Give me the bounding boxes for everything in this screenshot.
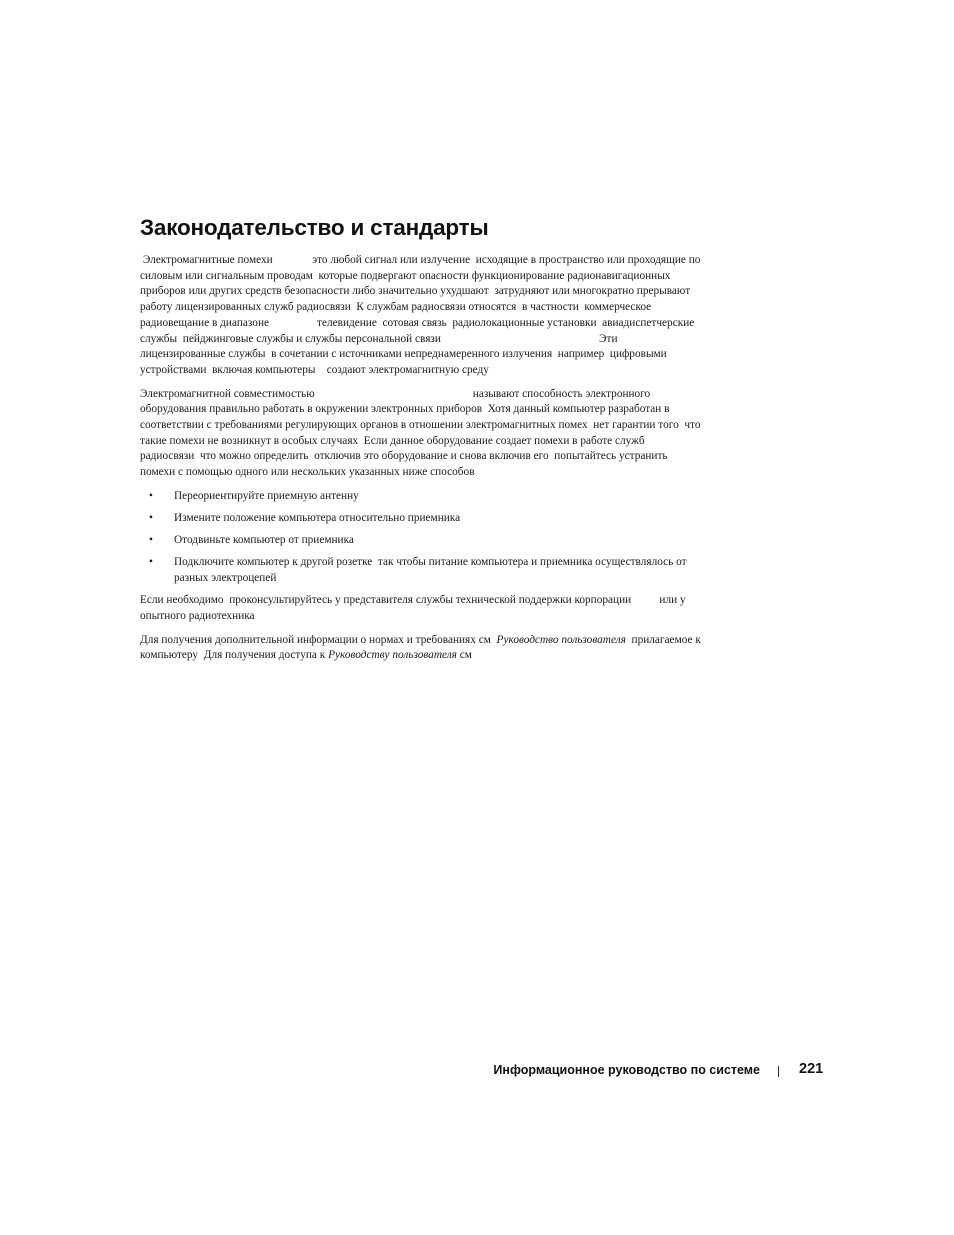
bullet-icon: • bbox=[149, 512, 153, 525]
text-run: прилагаемое к bbox=[625, 633, 701, 646]
page-footer bbox=[0, 1061, 954, 1081]
text-line: службы пейджинговые службы и службы персональной связи Эти bbox=[140, 332, 618, 345]
text-run: см bbox=[456, 649, 472, 662]
remedy-list bbox=[140, 489, 760, 587]
text-line bbox=[140, 648, 760, 664]
paragraph-emc bbox=[140, 387, 760, 481]
list-item bbox=[140, 533, 760, 549]
paragraph-emi bbox=[140, 253, 760, 379]
text-line: помехи с помощью одного или нескольких указанных ниже способов bbox=[140, 466, 475, 479]
list-item bbox=[140, 511, 760, 527]
text-line: устройствами включая компьютеры создают электромагнитную среду bbox=[140, 363, 489, 376]
page-title: Законодательство и стандарты bbox=[140, 215, 489, 240]
text-line: опытного радиотехника bbox=[140, 610, 255, 623]
text-line: оборудования правильно работать в окружении электронных приборов Хотя данный компьютер разработан в bbox=[140, 403, 670, 416]
list-item-text: Переориентируйте приемную антенну bbox=[174, 489, 359, 502]
bullet-icon: • bbox=[149, 534, 153, 547]
text-run: Для получения дополнительной информации о нормах и требованиях см bbox=[140, 633, 497, 646]
list-item-text: Отодвиньте компьютер от приемника bbox=[174, 534, 354, 547]
text-line: работу лицензированных служб радиосвязи К службам радиосвязи относятся в частности коммерческое bbox=[140, 301, 652, 314]
text-line: приборов или других средств безопасности либо значительно ухудшают затрудняют или многократно прерывают bbox=[140, 285, 691, 298]
text-line: силовым или сигнальным проводам которые подвергают опасности функционирование радионавигационных bbox=[140, 269, 671, 282]
text-line: радиосвязи что можно определить отключив это оборудование и снова включив его попытайтесь устранить bbox=[140, 450, 668, 463]
text-line: такие помехи не возникнут в особых случаях Если данное оборудование создает помехи в работе служб bbox=[140, 434, 645, 447]
page-content bbox=[140, 215, 760, 672]
footer-title: Информационное руководство по системе bbox=[493, 1063, 760, 1077]
text-line: радиовещание в диапазоне телевидение сотовая связь радиолокационные установки авиадиспетчерские bbox=[140, 316, 695, 329]
paragraph-support bbox=[140, 593, 760, 624]
list-item-text: Подключите компьютер к другой розетке так чтобы питание компьютера и приемника осуществлялось от bbox=[174, 556, 687, 569]
text-line: Электромагнитные помехи это любой сигнал или излучение исходящие в пространство или проходящие по bbox=[140, 254, 701, 266]
footer-divider bbox=[778, 1066, 779, 1077]
list-item bbox=[140, 489, 760, 505]
list-item-text: разных электроцепей bbox=[174, 572, 277, 585]
guide-reference: Руководство пользователя bbox=[496, 633, 626, 646]
text-run: компьютеру Для получения доступа к bbox=[140, 649, 329, 662]
list-item bbox=[140, 555, 760, 586]
text-line: соответствии с требованиями регулирующих органов в отношении электромагнитных помех нет гарантии того что bbox=[140, 419, 701, 432]
guide-reference: Руководству пользователя bbox=[328, 649, 457, 662]
bullet-icon: • bbox=[149, 489, 153, 502]
list-item-text: Измените положение компьютера относительно приемника bbox=[174, 512, 461, 525]
bullet-icon: • bbox=[149, 556, 153, 569]
page-number: 221 bbox=[799, 1061, 824, 1077]
paragraph-more-info bbox=[140, 633, 760, 664]
text-line bbox=[140, 633, 760, 649]
text-line: Электромагнитной совместимостью называют способность электронного bbox=[140, 387, 651, 400]
text-line: лицензированные службы в сочетании с источниками непреднамеренного излучения например цифровыми bbox=[140, 348, 667, 361]
text-line: Если необходимо проконсультируйтесь у представителя службы технической поддержки корпорации или у bbox=[140, 594, 686, 607]
